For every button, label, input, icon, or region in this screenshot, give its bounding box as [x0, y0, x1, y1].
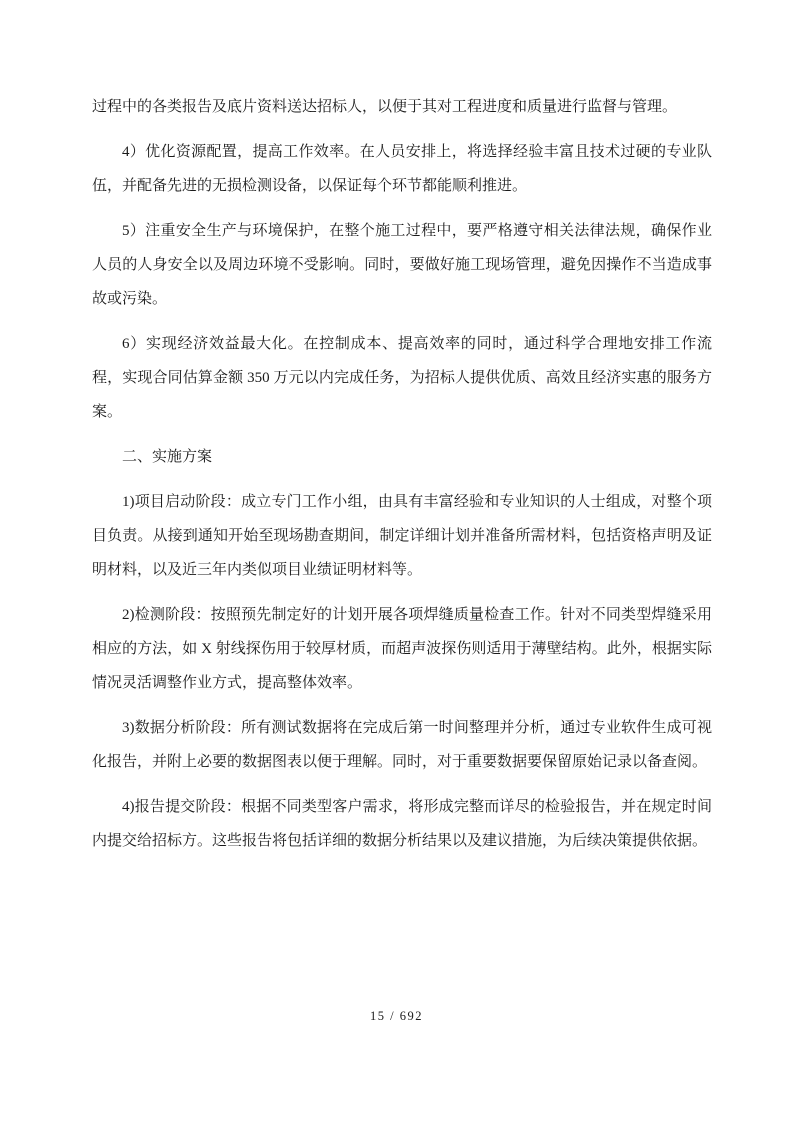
body-paragraph-phase-4: 4)报告提交阶段：根据不同类型客户需求，将形成完整而详尽的检验报告，并在规定时间内提交给招标方。这些报告将包括详细的数据分析结果以及建议措施，为后续决策提供依据。 — [92, 799, 712, 849]
section-heading: 二、实施方案 — [122, 449, 213, 465]
body-paragraph-phase-1: 1)项目启动阶段：成立专门工作小组，由具有丰富经验和专业知识的人士组成，对整个项目负责。从接到通知开始至现场勘查期间，制定详细计划并准备所需材料，包括资格声明及证明材料，以及近三年内类似项目业绩证明材料等。 — [92, 494, 712, 578]
body-paragraph-continuation: 过程中的各类报告及底片资料送达招标人，以便于其对工程进度和质量进行监督与管理。 — [92, 99, 678, 115]
page-number: 15 / 692 — [370, 1009, 423, 1023]
body-paragraph-item-6: 6）实现经济效益最大化。在控制成本、提高效率的同时，通过科学合理地安排工作流程，实现合同估算金额 350 万元以内完成任务，为招标人提供优质、高效且经济实惠的服务方案。 — [92, 336, 712, 420]
body-paragraph-phase-2: 2)检测阶段：按照预先制定好的计划开展各项焊缝质量检查工作。针对不同类型焊缝采用相应的方法，如 X 射线探伤用于较厚材质，而超声波探伤则适用于薄壁结构。此外，根据实际情况灵活调整作业方式，提高整体效率。 — [92, 607, 712, 691]
body-paragraph-item-4: 4）优化资源配置，提高工作效率。在人员安排上，将选择经验丰富且技术过硬的专业队伍，并配备先进的无损检测设备，以保证每个环节都能顺利推进。 — [92, 144, 712, 194]
body-paragraph-phase-3: 3)数据分析阶段：所有测试数据将在完成后第一时间整理并分析，通过专业软件生成可视化报告，并附上必要的数据图表以便于理解。同时，对于重要数据要保留原始记录以备查阅。 — [92, 720, 712, 770]
document-content — [92, 90, 712, 858]
body-paragraph-item-5: 5）注重安全生产与环境保护，在整个施工过程中，要严格遵守相关法律法规，确保作业人员的人身安全以及周边环境不受影响。同时，要做好施工现场管理，避免因操作不当造成事故或污染。 — [92, 223, 712, 307]
